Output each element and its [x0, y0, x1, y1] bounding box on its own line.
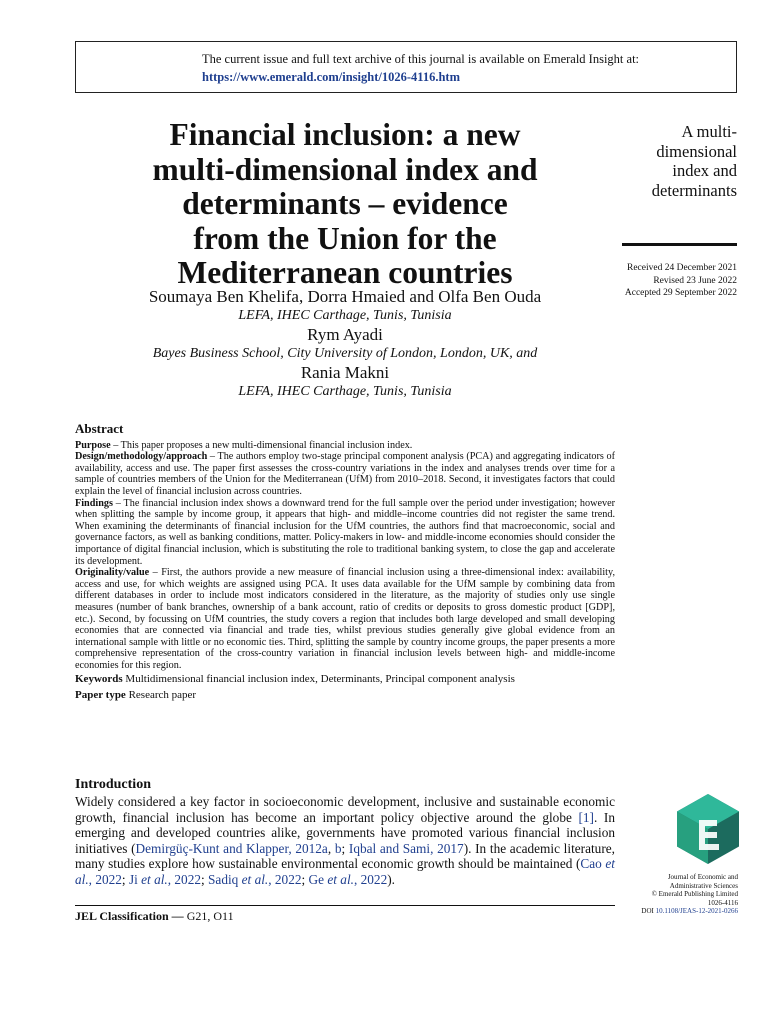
doi-link[interactable]: 10.1108/JEAS-12-2021-0266: [655, 907, 738, 916]
section-label: Originality/value: [75, 567, 150, 579]
journal-name: Journal of Economic and: [667, 873, 738, 881]
citation-etal: et al.: [327, 871, 354, 887]
running-head-line: A multi-: [681, 122, 737, 141]
margin-divider: [622, 243, 737, 246]
abstract: [75, 423, 615, 703]
citation-link[interactable]: Demirgüç-Kunt and Klapper, 2012a: [135, 840, 328, 856]
body-text: ;: [121, 871, 129, 887]
paper-title: [90, 118, 600, 291]
body-text: ;: [201, 871, 209, 887]
abstract-design: [75, 451, 615, 497]
title-line: multi-dimensional index and: [152, 151, 538, 187]
title-line: Financial inclusion: a new: [169, 117, 521, 152]
publisher: © Emerald Publishing Limited: [651, 890, 738, 899]
section-text: – The authors employ two-stage principal component analysis (PCA) and aggregating indicators of availability, access and use. The paper first assesses the cross-country variations in the index and analyses trends over time for a sample of countries members of the Union for the Mediterranean (UfM) from 2010–2018. Second, it investigates factors that could explain the level of financial inclusion across countries.: [75, 451, 615, 497]
citation-year: , 2022: [268, 871, 302, 887]
section-text: – This paper proposes a new multi-dimensional financial inclusion index.: [110, 439, 413, 451]
journal-logo-icon: [677, 794, 739, 864]
title-line: Mediterranean countries: [177, 255, 513, 290]
section-label: Design/methodology/approach: [75, 451, 208, 463]
title-line: determinants – evidence: [182, 186, 508, 221]
citation-year: , 2022: [353, 871, 388, 887]
body-text: Widely considered a key factor in socioeconomic development, inclusive and sustainable economic growth, financial inclusion has become an important policy objective around the globe: [75, 794, 615, 825]
footer-divider: [75, 905, 615, 906]
access-notice: The current issue and full text archive of this journal is available on Emerald Insight at:: [202, 52, 640, 66]
body-text: ,: [327, 840, 335, 856]
section-text: Multidimensional financial inclusion index, Determinants, Principal component analysis: [122, 673, 515, 686]
author-names: Soumaya Ben Khelifa, Dorra Hmaied and Olfa Ben Ouda: [148, 287, 542, 306]
history-dates: [600, 262, 737, 300]
accepted-date: Accepted 29 September 2022: [624, 288, 737, 298]
author-affiliation: LEFA, IHEC Carthage, Tunis, Tunisia: [238, 308, 452, 323]
citation-etal: et al.: [141, 871, 168, 887]
journal-archive-link[interactable]: https://www.emerald.com/insight/1026-4116.htm: [202, 70, 460, 84]
body-text: ). In the academic literature, many studies explore how sustainable environmental economic growth should be maintained (: [75, 840, 615, 871]
citation-link[interactable]: Iqbal and Sami, 2017: [348, 840, 464, 856]
running-head: [600, 122, 737, 200]
abstract-purpose: [75, 440, 615, 452]
introduction-heading: Introduction: [75, 777, 151, 792]
citation-etal: et al.: [75, 856, 615, 887]
jel-classification: [75, 909, 234, 924]
received-date: Received 24 December 2021: [627, 263, 737, 273]
abstract-findings: [75, 498, 615, 568]
citation-year: , 2022: [88, 871, 122, 887]
author-block: [75, 287, 615, 401]
section-label: Purpose: [75, 439, 111, 451]
citation-year: , 2022: [167, 871, 201, 887]
abstract-originality: [75, 567, 615, 671]
running-head-line: index and: [672, 161, 737, 180]
doi: [600, 907, 738, 916]
author-names: Rym Ayadi: [307, 325, 383, 344]
body-text: . In emerging and developed countries alike, governments have promoted various financial inclusion initiatives (: [75, 809, 615, 856]
citation-etal: et al.: [241, 871, 269, 887]
citation-author: Ge: [308, 871, 328, 887]
citation-link[interactable]: [129, 872, 201, 887]
footnote-link[interactable]: [1]: [578, 809, 594, 825]
author-names: Rania Makni: [300, 363, 390, 382]
citation-author: Cao: [580, 856, 606, 871]
citation-author: Sadiq: [208, 871, 242, 887]
section-text: – The financial inclusion index shows a downward trend for the full sample over the period under investigation; however when splitting the sample by income group, it appears that high- and middle–income countries did not register the same trend. When examining the determinants of financial inclusion for the UfM countries, the authors find that macroeconomic, social and governance factors, as well as banking conditions, matter. Policy-makers in low- and middle-income economies should consider the importance of digital financial inclusion, which is substituting the role to traditional banking system, to close the gap and accelerate its development.: [75, 497, 615, 567]
keywords: [75, 671, 615, 687]
journal-name: Administrative Sciences: [669, 881, 738, 890]
abstract-heading: Abstract: [75, 421, 124, 436]
section-label: Paper type: [75, 689, 126, 702]
jel-label: JEL Classification —: [75, 909, 184, 923]
jel-codes: G21, O11: [183, 909, 234, 923]
citation-link[interactable]: [208, 872, 301, 887]
issn: 1026-4116: [707, 898, 738, 907]
citation-author: Ji: [128, 871, 142, 887]
section-text: – First, the authors provide a new measure of financial inclusion using a three-dimensional index: availability, access and use, for which weights are assigned using PCA. It uses data available for the UfM sample by combining data from different databases in order to include most indicators considered in the literature, as the majority of studies only use single measures (number of bank branches, ownership of a bank account, ratio of credits or deposits to gross domestic product [GDP], etc.). Second, by focussing on UfM countries, the study covers a region that includes both large developed and small developing economies that are connected via financial and trade ties, whilst previous studies generally give global evidence from an international sample with little or no economic ties. Third, splitting the sample by country income groups, the paper presents a more comprehensive representation of the cross-country variation in financial inclusion levels between high- and middle-income economies for this region.: [75, 567, 615, 671]
section-label: Findings: [75, 497, 113, 509]
journal-info: [600, 873, 738, 916]
citation-link[interactable]: [309, 872, 388, 887]
author-affiliation: Bayes Business School, City University of London, London, UK, and: [152, 346, 538, 361]
body-text: ;: [301, 871, 309, 887]
running-head-line: dimensional: [656, 141, 737, 161]
running-head-line: determinants: [651, 180, 737, 200]
section-text: Research paper: [125, 689, 197, 702]
body-text: ;: [341, 840, 349, 856]
body-text: ).: [387, 871, 395, 887]
citation-link[interactable]: b: [334, 840, 342, 856]
introduction-paragraph: [75, 794, 615, 887]
access-box: [75, 41, 737, 93]
author-affiliation: LEFA, IHEC Carthage, Tunis, Tunisia: [238, 384, 452, 399]
title-line: from the Union for the: [193, 220, 497, 256]
revised-date: Revised 23 June 2022: [653, 275, 737, 286]
section-label: Keywords: [75, 673, 123, 686]
doi-label: DOI: [641, 907, 656, 916]
paper-type: [75, 687, 615, 703]
